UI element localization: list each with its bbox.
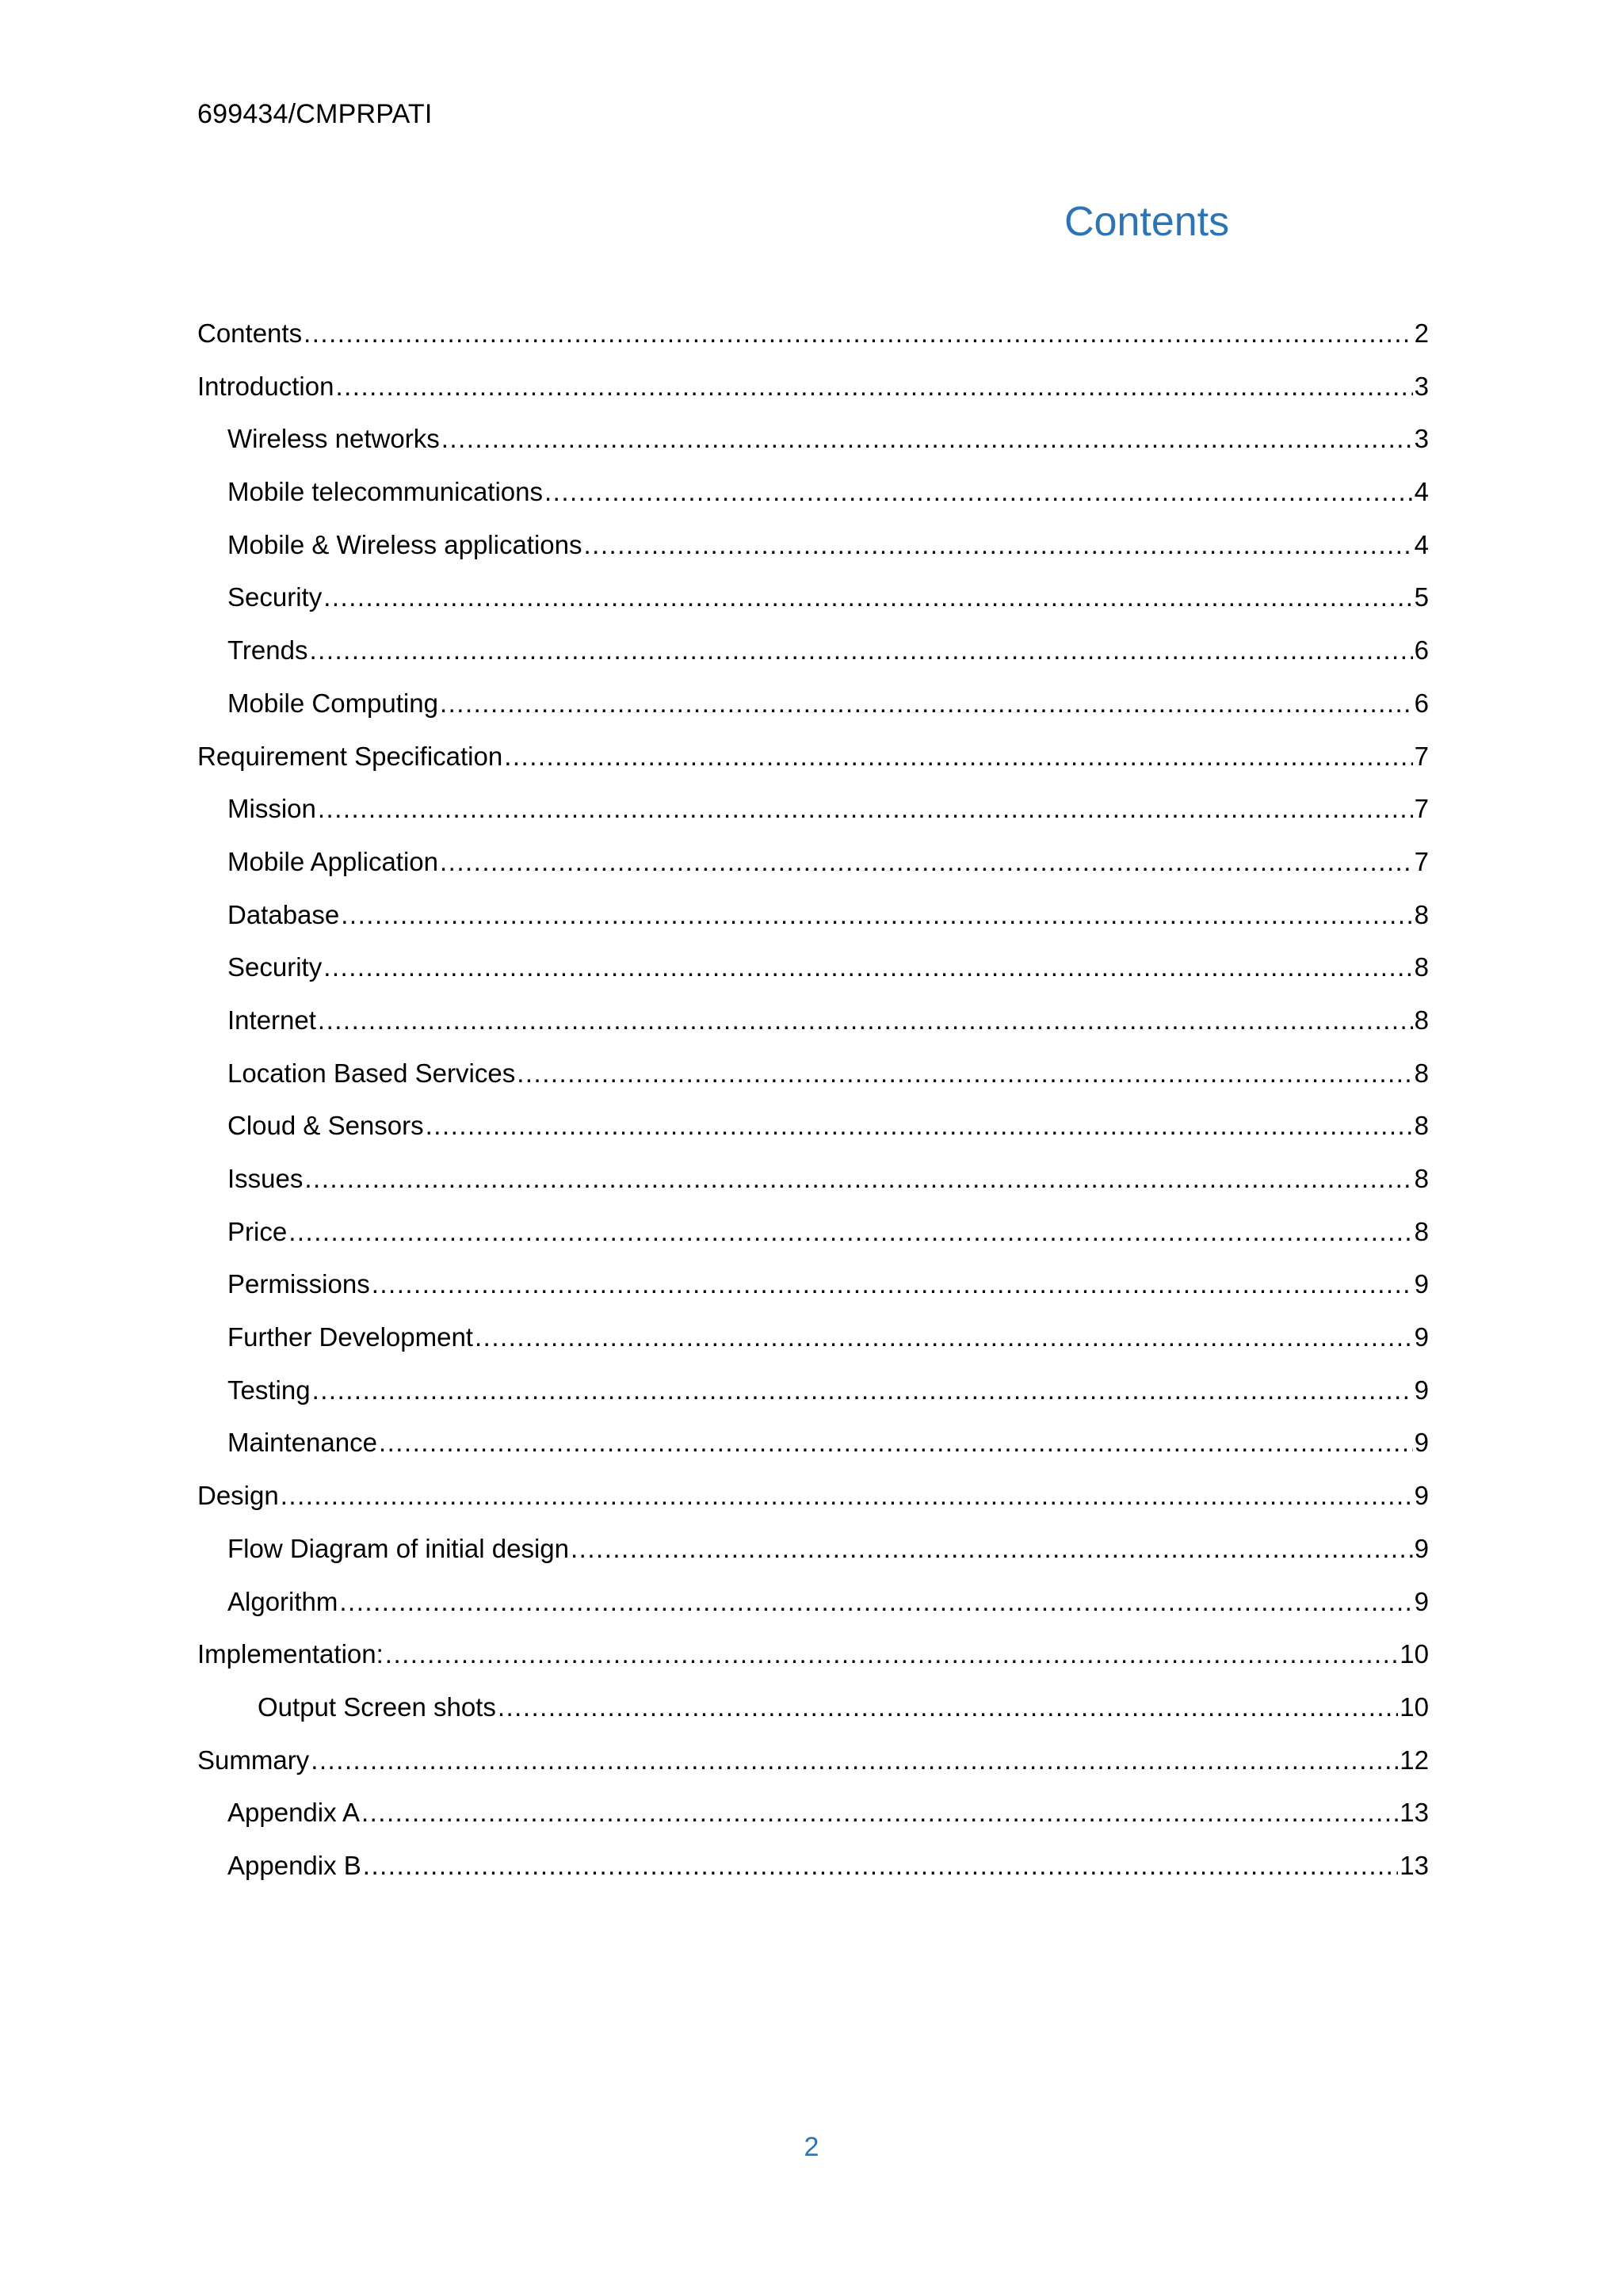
toc-entry-page-number: 9 xyxy=(1414,1375,1429,1405)
toc-dot-leader xyxy=(323,949,1412,986)
toc-entry[interactable] xyxy=(197,421,1429,474)
toc-entry-label: Maintenance xyxy=(227,1428,377,1458)
toc-dot-leader xyxy=(372,1266,1413,1302)
toc-dot-leader xyxy=(281,1478,1413,1514)
toc-dot-leader xyxy=(361,1794,1398,1831)
toc-entry-page-number: 9 xyxy=(1414,1269,1429,1299)
toc-entry[interactable] xyxy=(197,685,1429,738)
toc-entry[interactable] xyxy=(197,1584,1429,1637)
toc-dot-leader xyxy=(304,1161,1412,1197)
toc-entry-label: Output Screen shots xyxy=(258,1691,496,1722)
toc-entry-page-number: 5 xyxy=(1414,582,1429,612)
toc-entry-label: Wireless networks xyxy=(227,424,440,454)
toc-dot-leader xyxy=(385,1636,1398,1672)
toc-dot-leader xyxy=(318,791,1413,827)
toc-entry-label: Introduction xyxy=(197,371,334,401)
toc-entry-label: Summary xyxy=(197,1745,310,1775)
toc-dot-leader xyxy=(341,897,1412,933)
toc-entry[interactable] xyxy=(197,1531,1429,1584)
toc-dot-leader xyxy=(312,1372,1413,1409)
toc-dot-leader xyxy=(475,1319,1413,1356)
toc-entry-page-number: 9 xyxy=(1414,1322,1429,1352)
toc-entry-page-number: 8 xyxy=(1414,1005,1429,1035)
toc-entry[interactable] xyxy=(197,897,1429,950)
toc-entry-page-number: 9 xyxy=(1414,1533,1429,1563)
toc-entry-label: Mobile telecommunications xyxy=(227,477,544,507)
toc-entry-label: Design xyxy=(197,1481,279,1511)
toc-entry[interactable] xyxy=(197,527,1429,580)
toc-entry[interactable] xyxy=(197,1425,1429,1478)
toc-entry-page-number: 7 xyxy=(1414,846,1429,876)
toc-entry-page-number: 9 xyxy=(1414,1428,1429,1458)
toc-entry[interactable] xyxy=(197,844,1429,897)
toc-entry-page-number: 6 xyxy=(1414,688,1429,718)
toc-entry-label: Security xyxy=(227,952,323,982)
toc-entry-label: Requirement Specification xyxy=(197,741,503,771)
toc-entry-page-number: 9 xyxy=(1414,1586,1429,1616)
toc-entry[interactable] xyxy=(197,791,1429,844)
toc-dot-leader xyxy=(504,738,1412,775)
toc-entry-page-number: 13 xyxy=(1400,1798,1429,1828)
toc-entry-label: Cloud & Sensors xyxy=(227,1111,424,1141)
toc-entry-label: Trends xyxy=(227,635,308,666)
toc-entry-label: Appendix A xyxy=(227,1798,360,1828)
toc-entry-page-number: 7 xyxy=(1414,741,1429,771)
toc-entry-label: Price xyxy=(227,1216,288,1246)
toc-dot-leader xyxy=(379,1425,1413,1461)
toc-dot-leader xyxy=(544,474,1413,510)
toc-entry[interactable] xyxy=(197,1794,1429,1848)
toc-entry[interactable] xyxy=(197,632,1429,685)
toc-entry[interactable] xyxy=(197,1372,1429,1425)
toc-entry-page-number: 3 xyxy=(1414,371,1429,401)
toc-entry[interactable] xyxy=(197,1689,1429,1742)
toc-entry-label: Mobile Application xyxy=(227,846,438,876)
toc-entry-label: Internet xyxy=(227,1005,316,1035)
toc-entry-label: Location Based Services xyxy=(227,1058,516,1088)
toc-dot-leader xyxy=(304,315,1413,352)
toc-entry-page-number: 8 xyxy=(1414,899,1429,929)
toc-entry-page-number: 8 xyxy=(1414,1058,1429,1088)
toc-dot-leader xyxy=(440,844,1413,880)
toc-entry[interactable] xyxy=(197,315,1429,368)
toc-dot-leader xyxy=(363,1848,1398,1884)
toc-dot-leader xyxy=(288,1214,1412,1250)
toc-entry-page-number: 2 xyxy=(1414,318,1429,348)
toc-entry-page-number: 6 xyxy=(1414,635,1429,666)
toc-entry-label: Permissions xyxy=(227,1269,370,1299)
toc-entry[interactable] xyxy=(197,1161,1429,1214)
toc-entry[interactable] xyxy=(197,1319,1429,1372)
toc-entry-page-number: 8 xyxy=(1414,1164,1429,1193)
toc-entry[interactable] xyxy=(197,1002,1429,1055)
toc-entry[interactable] xyxy=(197,738,1429,791)
toc-entry[interactable] xyxy=(197,1214,1429,1267)
toc-entry-label: Implementation: xyxy=(197,1639,384,1669)
toc-entry-label: Mobile Computing xyxy=(227,688,438,718)
table-of-contents xyxy=(197,315,1429,1901)
document-header-reference: 699434/CMPRPATI xyxy=(197,99,433,129)
toc-entry-label: Algorithm xyxy=(227,1586,338,1616)
toc-entry-page-number: 4 xyxy=(1414,477,1429,507)
toc-entry[interactable] xyxy=(197,1478,1429,1531)
toc-dot-leader xyxy=(309,632,1412,669)
toc-entry-label: Database xyxy=(227,899,340,929)
toc-entry-page-number: 8 xyxy=(1414,1111,1429,1141)
toc-entry-label: Further Development xyxy=(227,1322,473,1352)
toc-entry-page-number: 4 xyxy=(1414,529,1429,559)
toc-entry[interactable] xyxy=(197,368,1429,421)
toc-entry-label: Issues xyxy=(227,1164,304,1193)
toc-entry[interactable] xyxy=(197,1848,1429,1901)
toc-entry-page-number: 10 xyxy=(1400,1691,1429,1722)
toc-entry-page-number: 3 xyxy=(1414,424,1429,454)
toc-title: Contents xyxy=(1064,199,1230,245)
toc-dot-leader xyxy=(440,685,1413,722)
toc-entry-label: Contents xyxy=(197,318,303,348)
toc-entry[interactable] xyxy=(197,1266,1429,1319)
toc-dot-leader xyxy=(318,1002,1413,1039)
toc-dot-leader xyxy=(323,579,1412,616)
toc-entry[interactable] xyxy=(197,949,1429,1002)
toc-entry[interactable] xyxy=(197,1108,1429,1161)
toc-dot-leader xyxy=(441,421,1413,457)
page-number: 2 xyxy=(804,2132,819,2162)
toc-dot-leader xyxy=(571,1531,1413,1567)
toc-dot-leader xyxy=(335,368,1412,405)
toc-entry[interactable] xyxy=(197,1742,1429,1795)
toc-dot-leader xyxy=(517,1055,1412,1092)
toc-entry-label: Testing xyxy=(227,1375,311,1405)
toc-dot-leader xyxy=(311,1742,1398,1779)
toc-entry-page-number: 12 xyxy=(1400,1745,1429,1775)
toc-entry-page-number: 8 xyxy=(1414,952,1429,982)
toc-entry[interactable] xyxy=(197,1055,1429,1108)
toc-entry-label: Mission xyxy=(227,794,316,824)
toc-entry-page-number: 10 xyxy=(1400,1639,1429,1669)
toc-entry-page-number: 13 xyxy=(1400,1850,1429,1880)
toc-entry-page-number: 8 xyxy=(1414,1216,1429,1246)
toc-dot-leader xyxy=(339,1584,1412,1620)
toc-entry[interactable] xyxy=(197,579,1429,632)
toc-entry[interactable] xyxy=(197,474,1429,527)
toc-entry-label: Mobile & Wireless applications xyxy=(227,529,582,559)
toc-entry-page-number: 7 xyxy=(1414,794,1429,824)
toc-dot-leader xyxy=(584,527,1413,563)
toc-entry-label: Security xyxy=(227,582,323,612)
toc-entry-label: Appendix B xyxy=(227,1850,361,1880)
toc-dot-leader xyxy=(498,1689,1398,1726)
toc-dot-leader xyxy=(426,1108,1413,1144)
toc-entry-label: Flow Diagram of initial design xyxy=(227,1533,570,1563)
toc-entry[interactable] xyxy=(197,1636,1429,1689)
toc-entry-page-number: 9 xyxy=(1414,1481,1429,1511)
